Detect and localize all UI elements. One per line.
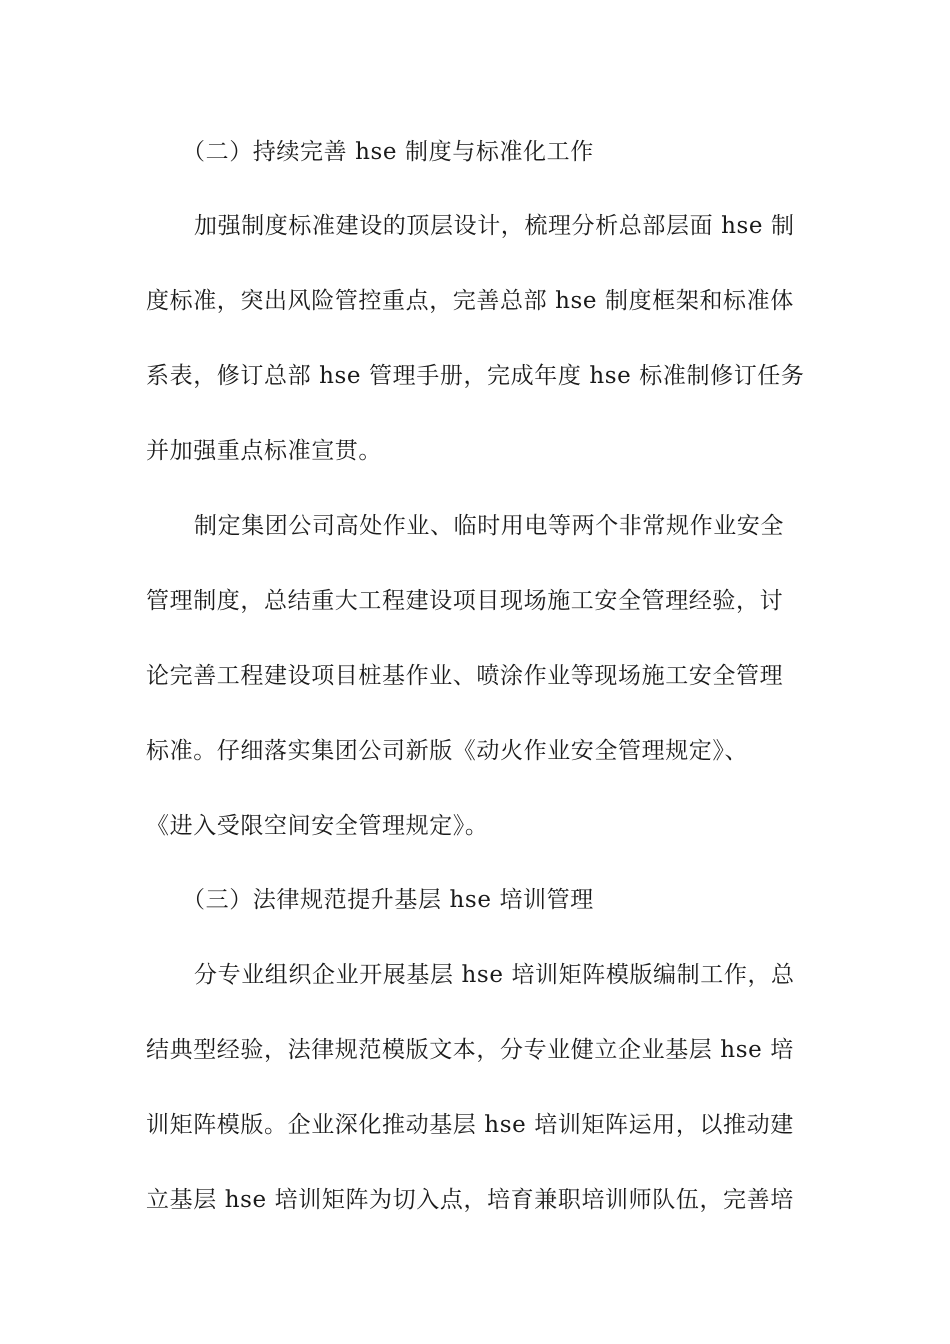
paragraph-1-line-2: 度标准，突出风险管控重点，完善总部 hse 制度框架和标准体 <box>146 288 794 314</box>
paragraph-2-line-4: 标准。仔细落实集团公司新版《动火作业安全管理规定》、 <box>146 738 749 764</box>
paragraph-3-line-3: 训矩阵模版。企业深化推动基层 hse 培训矩阵运用，以推动建 <box>146 1112 794 1138</box>
paragraph-3-line-4: 立基层 hse 培训矩阵为切入点，培育兼职培训师队伍，完善培 <box>146 1187 794 1213</box>
paragraph-2-line-1: 制定集团公司高处作业、临时用电等两个非常规作业安全 <box>194 513 784 539</box>
paragraph-3-line-2: 结典型经验，法律规范模版文本，分专业健立企业基层 hse 培 <box>146 1037 794 1063</box>
paragraph-2-line-2: 管理制度，总结重大工程建设项目现场施工安全管理经验，讨 <box>146 588 784 614</box>
paragraph-3-line-1: 分专业组织企业开展基层 hse 培训矩阵模版编制工作，总 <box>194 962 795 988</box>
paragraph-2-line-3: 论完善工程建设项目桩基作业、喷涂作业等现场施工安全管理 <box>146 663 784 689</box>
paragraph-1-line-4: 并加强重点标准宣贯。 <box>146 438 382 464</box>
section-heading-3: （三）法律规范提升基层 hse 培训管理 <box>182 887 594 913</box>
paragraph-1-line-1: 加强制度标准建设的顶层设计，梳理分析总部层面 hse 制 <box>194 213 795 239</box>
paragraph-1-line-3: 系表，修订总部 hse 管理手册，完成年度 hse 标准制修订任务 <box>146 363 805 389</box>
section-heading-2: （二）持续完善 hse 制度与标准化工作 <box>182 139 594 165</box>
paragraph-2-line-5: 《进入受限空间安全管理规定》。 <box>146 813 489 839</box>
